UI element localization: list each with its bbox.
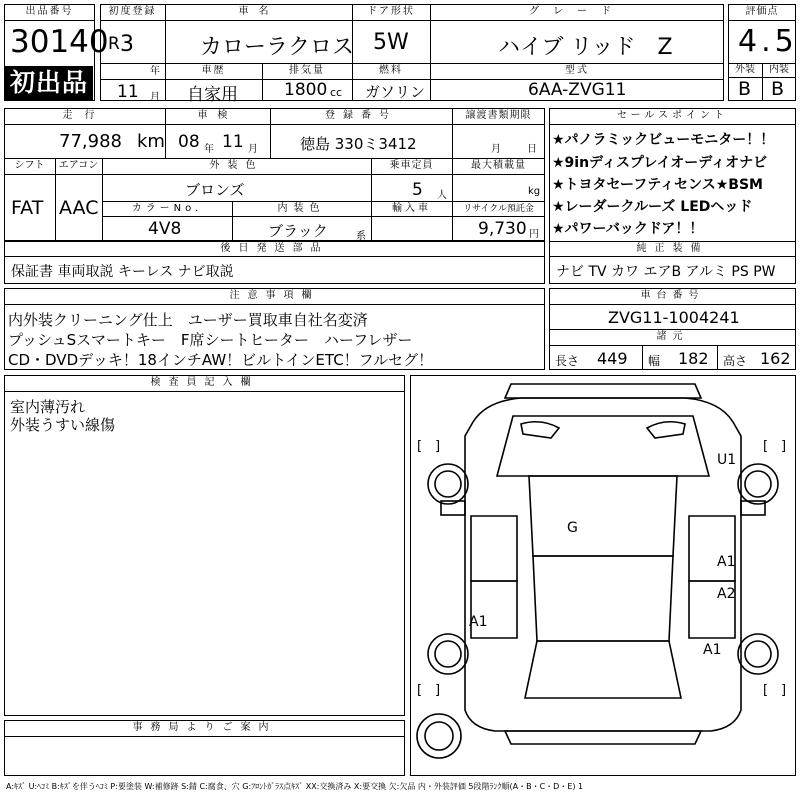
- left-front-door: [471, 516, 517, 581]
- chassis-label: 車台番号: [640, 290, 705, 301]
- wheel-front-right: [738, 464, 778, 504]
- ac-label: エアコン: [58, 160, 99, 171]
- sales-point-item: ★レーダークルーズ LEDヘッド: [552, 199, 753, 215]
- car-diagram-svg: [411, 376, 794, 774]
- mark-a1-right-front: A1: [717, 554, 736, 570]
- fuel-value: ガソリン: [365, 83, 426, 101]
- first-reg-year: 3: [120, 32, 134, 57]
- sales-point-item: ★トヨタセーフティセンス★BSM: [552, 177, 763, 193]
- inspector-line: 室内薄汚れ: [10, 398, 86, 416]
- inspection-month: 11: [222, 132, 244, 152]
- grade-value: ハイブ リッド Z: [498, 35, 673, 60]
- max-load-label: 最大積載量: [471, 160, 526, 171]
- recycle-unit: 円: [529, 229, 539, 240]
- model-label: 型式: [565, 65, 589, 76]
- mark-g: G: [567, 520, 578, 536]
- office-label: 事務局よりご案内: [132, 722, 277, 733]
- inspection-month-unit: 月: [248, 144, 258, 155]
- specs-length: 449: [597, 349, 628, 368]
- specs-width: 182: [678, 349, 709, 368]
- sales-point-item: ★9inディスプレイオーディオナビ: [552, 155, 768, 171]
- body-outline: [465, 398, 741, 731]
- capacity-label: 乗車定員: [389, 160, 434, 171]
- right-headlight: [647, 422, 685, 438]
- score-label: 評価点: [745, 6, 779, 17]
- transfer-docs-month-unit: 月: [491, 144, 501, 155]
- genuine-equip-value: ナビ TV カワ エアB アルミ PS PW: [556, 264, 776, 280]
- genuine-equip-label: 純正装備: [636, 243, 709, 254]
- int-color-value: ブラック: [268, 222, 328, 240]
- mark-a1-left: A1: [469, 614, 488, 630]
- doors-value: 5W: [373, 30, 409, 55]
- first-reg-month-unit: 月: [150, 92, 160, 103]
- shift-value: FAT: [11, 197, 44, 219]
- inspection-year-unit: 年: [204, 144, 214, 155]
- sales-point-item: ★パワーバックドア！！: [552, 221, 704, 237]
- mark-u1: U1: [717, 452, 737, 468]
- notes-line: プッシュSスマートキー F席シートヒーター ハーフレザー: [8, 331, 413, 349]
- svg-text:]: ]: [781, 683, 787, 698]
- later-parts-label: 後日発送部品: [220, 243, 329, 254]
- specs-height: 162: [760, 349, 791, 368]
- wheel-front-left: [428, 464, 468, 504]
- score-value: 4.5: [738, 24, 798, 59]
- later-parts-value: 保証書 車両取説 キーレス ナビ取説: [11, 264, 234, 280]
- sales-point-item: ★パノラミックビューモニター！！: [552, 132, 775, 148]
- ext-score: B: [738, 78, 752, 100]
- color-no-label: カラーNo.: [131, 203, 203, 214]
- history-label: 車歴: [201, 65, 226, 76]
- doors-label: ドア形状: [367, 6, 415, 17]
- capacity-unit: 人: [437, 190, 447, 201]
- inspection-label: 車検: [197, 110, 238, 121]
- svg-text:[: [: [417, 683, 423, 698]
- hood-outline: [497, 416, 709, 476]
- color-no-value: 4V8: [148, 219, 182, 239]
- car-name-value: カローラクロス: [200, 35, 355, 60]
- int-color-suffix: 系: [356, 231, 366, 242]
- notes-line: 内外装クリーニング仕上 ユーザー買取車自社名変済: [8, 311, 368, 329]
- mark-a2-right: A2: [717, 586, 736, 602]
- windshield: [529, 476, 677, 556]
- first-reg-year-unit: 年: [150, 66, 160, 77]
- rear-glass: [525, 641, 681, 698]
- max-load-unit: kg: [528, 186, 541, 197]
- specs-label: 諸元: [656, 331, 689, 342]
- mileage-value: 77,988: [59, 131, 122, 152]
- spare-wheel: [417, 714, 461, 758]
- wheel-rear-right: [738, 634, 778, 674]
- mileage-unit: km: [137, 131, 165, 152]
- front-bumper: [505, 384, 701, 398]
- wheel-rear-left: [428, 634, 468, 674]
- specs-height-label: 高さ: [723, 354, 748, 368]
- svg-text:]: ]: [435, 683, 441, 698]
- displacement-label: 排気量: [289, 65, 325, 76]
- inspector-label: 検査員記入欄: [150, 377, 259, 388]
- car-name-label: 車名: [238, 6, 279, 17]
- transfer-docs-label: 譲渡書類期限: [465, 110, 532, 121]
- displacement-value: 1800: [284, 80, 328, 100]
- import-label: 輸入車: [392, 203, 431, 214]
- recycle-label: リサイクル預託金: [463, 204, 534, 214]
- first-reg-month: 11: [117, 82, 139, 102]
- svg-text:[: [: [763, 439, 769, 454]
- notes-label: 注意事項欄: [229, 290, 320, 301]
- history-value: 自家用: [187, 85, 238, 105]
- legend-text: A:ｷｽﾞ U:ﾍｺﾐ B:ｷｽﾞを伴うﾍｺﾐ P:要塗装 W:補修跡 S:錆 C:腐食、穴 G:ﾌﾛﾝﾄｶﾞﾗｽ点ｷｽﾞ XX:交換済み X:要交換 欠:欠品 内・外装評価 5段階ﾗﾝｸ順(A・B・C・D・E) 1: [6, 782, 584, 791]
- int-color-label: 内装色: [277, 203, 326, 214]
- transfer-docs-day-unit: 日: [527, 144, 537, 155]
- left-headlight: [521, 422, 559, 438]
- rear-bumper: [505, 731, 701, 744]
- roof-panel: [533, 556, 673, 641]
- plate-label: 登録番号: [325, 110, 397, 121]
- shift-label: シフト: [14, 160, 45, 171]
- svg-text:]: ]: [781, 439, 787, 454]
- model-value: 6AA-ZVG11: [528, 80, 627, 100]
- ac-value: AAC: [59, 197, 99, 219]
- first-reg-label: 初度登録: [108, 6, 157, 17]
- lot-label: 出品番号: [25, 6, 74, 17]
- specs-length-label: 長さ: [555, 354, 580, 368]
- right-front-door: [689, 516, 735, 581]
- grade-label: グレード: [529, 6, 625, 17]
- ext-score-label: 外装: [735, 64, 755, 75]
- sales-points-label: セールスポイント: [616, 110, 729, 121]
- svg-text:]: ]: [435, 439, 441, 454]
- lot-number: 30140: [10, 24, 109, 60]
- capacity-value: 5: [412, 180, 423, 200]
- specs-width-label: 幅: [648, 354, 661, 368]
- fuel-label: 燃料: [379, 65, 403, 76]
- mileage-label: 走行: [62, 110, 107, 121]
- chassis-value: ZVG11-1004241: [608, 308, 740, 327]
- plate-value: 徳島 330ミ3412: [300, 135, 417, 153]
- ext-color-value: ブロンズ: [185, 181, 245, 199]
- first-reg-era: R: [108, 34, 120, 54]
- displacement-unit: cc: [330, 86, 343, 99]
- recycle-value: 9,730: [478, 219, 527, 239]
- ext-color-label: 外装色: [209, 160, 264, 171]
- int-score: B: [771, 78, 785, 100]
- first-listing-badge: 初出品: [5, 66, 93, 100]
- int-score-label: 内装: [769, 64, 789, 75]
- svg-text:[: [: [417, 439, 423, 454]
- svg-text:[: [: [763, 683, 769, 698]
- inspector-line: 外装うすい線傷: [10, 416, 116, 434]
- inspection-year: 08: [178, 132, 200, 152]
- mark-a1-right-rear: A1: [703, 642, 722, 658]
- notes-line: CD・DVDデッキ！18インチAW！ビルトインETC！フルセグ！: [8, 351, 434, 369]
- damage-diagram: [410, 375, 796, 776]
